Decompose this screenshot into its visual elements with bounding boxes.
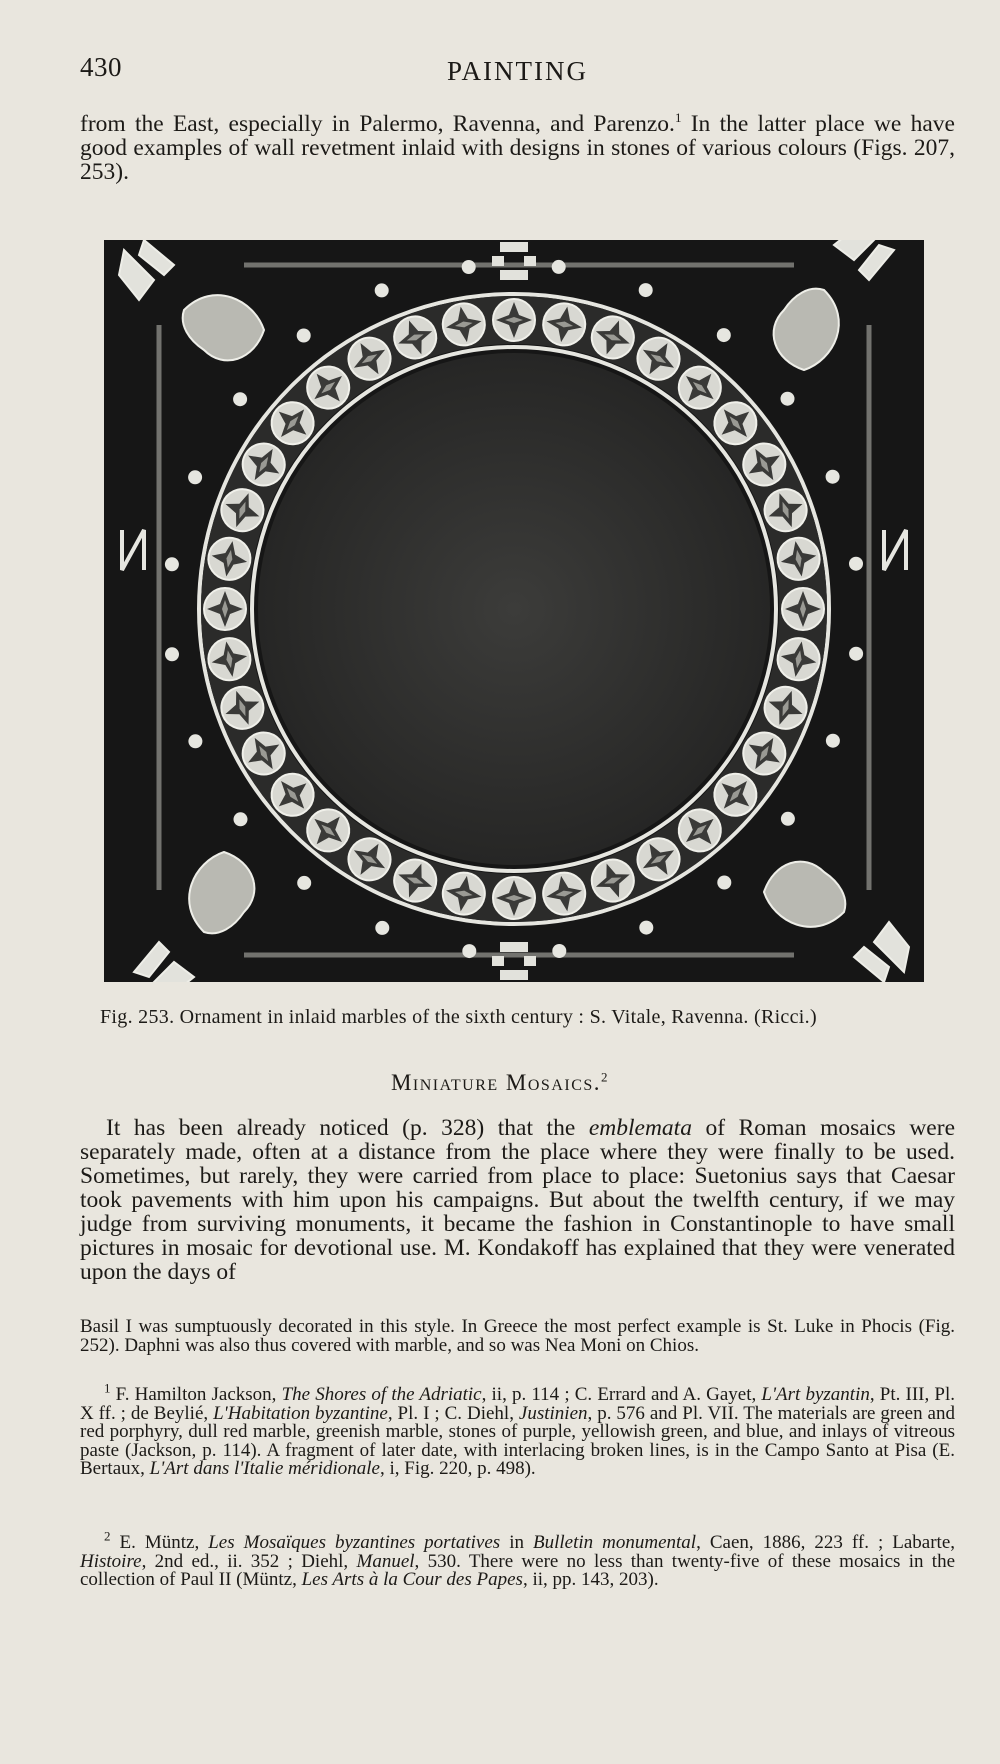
page-header: [80, 52, 955, 92]
ornament-dot: [165, 647, 179, 661]
ring-rosette: [204, 588, 246, 630]
ornament-dot: [375, 921, 389, 935]
ornament-dot: [462, 260, 476, 274]
ornament-dot: [375, 283, 389, 297]
ornament-dot: [234, 812, 248, 826]
ornament-dot: [826, 734, 840, 748]
ornament-dot: [552, 944, 566, 958]
ornament-dot: [849, 647, 863, 661]
ornament-dot: [188, 470, 202, 484]
mosaic-roundel-icon: [104, 240, 924, 982]
figure-mosaic: [104, 240, 924, 982]
ring-rosette: [493, 299, 535, 341]
ornament-dot: [165, 557, 179, 571]
ornament-dot: [849, 557, 863, 571]
footnote-2: $^2$ E. Müntz, Les Mosaïques byzantines portatives in Bulletin monumental, Caen, 1886, 223 ff. ; Labarte, Histoire, 2nd ed., ii. 352 ; Diehl, Manuel, 530. There were no less than twenty-five of these mosaics in the collection of Paul II (Müntz, Les Arts à la Cour des Papes, ii, pp. 143, 203).: [80, 1528, 956, 1590]
ornament-dot: [462, 944, 476, 958]
ornament-dot: [781, 812, 795, 826]
footnote-1: $^1$ F. Hamilton Jackson, The Shores of the Adriatic, ii, p. 114 ; C. Errard and A. Gayet, L'Art byzantin, Pt. III, Pl. X ff. ; de Beylié, L'Habitation byzantine, Pl. I ; C. Diehl, Justinien, p. 576 and Pl. VII. The materials are green and red porphyry, dull red marble, greenish marble, stones of purple, yellowish green, and blue, and inlays of vitreous paste (Jackson, p. 114). A fragment of later date, with interlacing broken lines, is in the Campo Santo at Pisa (E. Bertaux, L'Art dans l'Italie méridionale, i, Fig. 220, p. 498).: [80, 1380, 955, 1479]
ornament-dot: [717, 328, 731, 342]
footnote-ref-2: 2: [601, 1069, 610, 1085]
intro-paragraph: from the East, especially in Palermo, Ravenna, and Parenzo.$^1$ In the latter place we have good examples of wall revetment inlaid with designs in stones of various colours (Figs. 207, 253).: [80, 110, 955, 185]
running-head: PAINTING: [446, 56, 588, 86]
ring-rosette: [493, 877, 535, 919]
ornament-dot: [552, 260, 566, 274]
footnote-ref-1: 1: [674, 110, 682, 126]
ornament-dot: [297, 876, 311, 890]
ornament-dot: [297, 329, 311, 343]
body-paragraph: It has been already noticed (p. 328) that the emblemata of Roman mosaics were separately made, often at a distance from the place where they were finally to be used. Sometimes, but rarely, they were carried from place to place: Suetonius says that Caesar took pavements with him upon his campaigns. But about the twelfth century, if we may judge from surviving monuments, it became the fashion in Constantinople to have small pictures in mosaic for devotional use. M. Kondakoff has explained that they were venerated upon the days of: [80, 1115, 955, 1285]
ornament-dot: [826, 470, 840, 484]
section-heading: Miniature Mosaics.$^2$: [390, 1069, 610, 1095]
carryover-footnote: Basil I was sumptuously decorated in this style. In Greece the most perfect example is St. Luke in Phocis (Fig. 252). Daphni was also thus covered with marble, and so was Nea Moni on Chios.: [80, 1316, 955, 1356]
figure-caption: Fig. 253. Ornament in inlaid marbles of the sixth century : S. Vitale, Ravenna. (Ricci.): [100, 1006, 817, 1028]
ornament-dot: [188, 734, 202, 748]
ornament-dot: [233, 392, 247, 406]
ornament-dot: [781, 392, 795, 406]
page-number: 430: [80, 52, 122, 82]
ring-rosette: [782, 588, 824, 630]
ornament-dot: [639, 921, 653, 935]
ornament-dot: [639, 283, 653, 297]
ornament-dot: [717, 876, 731, 890]
